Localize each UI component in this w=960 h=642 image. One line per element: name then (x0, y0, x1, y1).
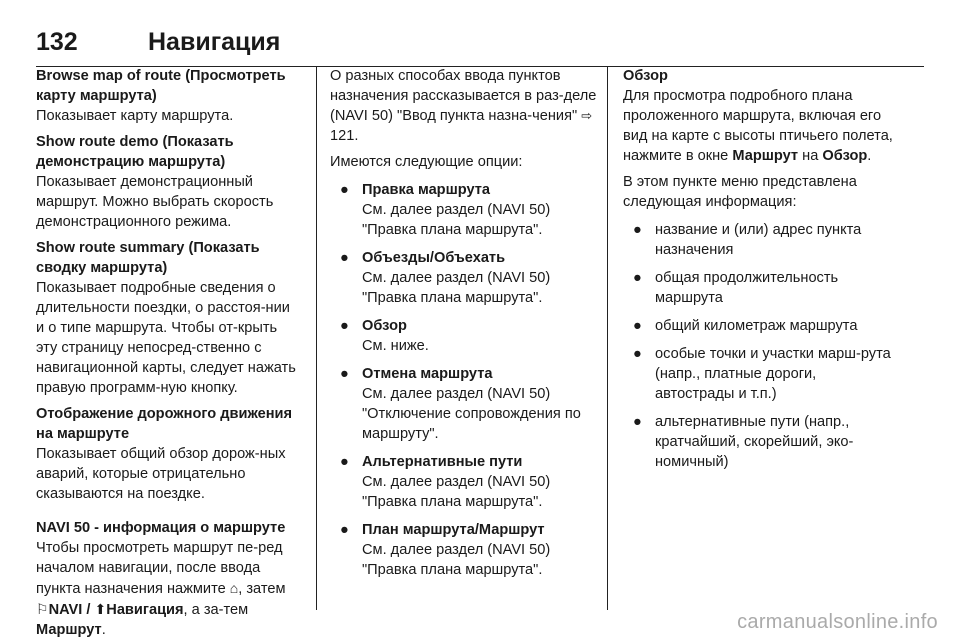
navi50-route-info (36, 518, 302, 640)
option-title: План маршрута/Маршрут (362, 522, 545, 538)
page-number: 132 (36, 28, 78, 56)
bullet-icon: ● (633, 222, 642, 238)
bullet-icon: ● (340, 318, 349, 334)
bullet-icon: ● (340, 366, 349, 382)
option-text: См. далее раздел (NAVI 50) "Правка плана маршрута". (362, 270, 551, 306)
entry-heading: Отображение дорожного движения на маршруте (36, 406, 293, 442)
arrow-up-icon: ⬆ (94, 601, 107, 617)
bullet-icon: ● (633, 414, 642, 430)
bullet-icon: ● (633, 318, 642, 334)
option-title: Альтернативные пути (362, 454, 523, 470)
entry-text: Показывает демонстрационный маршрут. Можно выбрать скорость демонстрационного режима. (36, 174, 274, 230)
info-item-text: название и (или) адрес пункта назначения (655, 222, 862, 258)
bullet-icon: ● (633, 346, 642, 362)
entry-text: Показывает общий обзор дорож-ных аварий, которые отрицательно сказываются на поездке. (36, 446, 286, 502)
option-title: Объезды/Объехать (362, 250, 506, 266)
watermark: carmanualsonline.info (737, 611, 938, 633)
option-item (330, 520, 598, 540)
entry-heading: Show route demo (Показать демонстрацию маршрута) (36, 134, 234, 170)
info-list-item (623, 412, 893, 472)
info-list-item (623, 344, 893, 404)
option-text: См. ниже. (362, 338, 429, 354)
overview-heading: Обзор (623, 68, 668, 84)
entry-text: Показывает карту маршрута. (36, 108, 234, 124)
home-icon: ⌂ (229, 580, 239, 596)
column-right (623, 66, 893, 472)
entry-heading: Show route summary (Показать сводку маршрута) (36, 240, 260, 276)
navi50-heading: NAVI 50 - информация о маршруте (36, 520, 286, 536)
entry-route-demo (36, 132, 302, 232)
page-ref: 121. (330, 128, 359, 144)
navi50-text: Чтобы просмотреть маршрут пе-ред началом навигации, после ввода пункта назначения нажмите ⌂, затем ⚐NAVI / ⬆Навигация, а за-тем Маршрут. (36, 540, 286, 638)
info-item-text: особые точки и участки марш-рута (напр., платные дороги, автострады и т.п.) (655, 346, 891, 402)
bullet-icon: ● (340, 182, 349, 198)
page-header (36, 22, 924, 58)
info-list-item (623, 220, 893, 260)
entry-text: Показывает подробные сведения о длительности поездки, о расстоя-нии и о типе маршрута. Чтобы от-крыть эту страницу непосред-ственно с навигационной карты, следует нажать правую программ-ную кнопку. (36, 280, 296, 396)
flag-icon: ⚐ (36, 601, 49, 617)
info-item-text: общая продолжительность маршрута (655, 270, 839, 306)
entry-route-summary (36, 238, 302, 398)
page-ref-arrow-icon: ⇨ (581, 108, 593, 123)
overview-text: Для просмотра подробного плана проложенного маршрута, включая его вид на карте с высоты птичьего полета, нажмите в окне Маршрут на Обзор. (623, 88, 893, 164)
option-text: См. далее раздел (NAVI 50) "Правка плана маршрута". (362, 474, 551, 510)
option-text: См. далее раздел (NAVI 50) "Правка плана маршрута". (362, 202, 551, 238)
entry-traffic (36, 404, 302, 504)
bullet-icon: ● (340, 250, 349, 266)
entry-heading: Browse map of route (Просмотреть карту маршрута) (36, 68, 286, 104)
option-title: Отмена маршрута (362, 366, 493, 382)
bullet-icon: ● (340, 454, 349, 470)
option-title: Обзор (362, 318, 407, 334)
option-item (330, 248, 598, 268)
option-title: Правка маршрута (362, 182, 491, 198)
option-item (330, 316, 598, 336)
column-divider-2 (607, 66, 608, 610)
column-middle (330, 66, 598, 580)
info-item-text: альтернативные пути (напр., кратчайший, скорейший, эко-номичный) (655, 414, 854, 470)
options-intro: Имеются следующие опции: (330, 154, 523, 170)
info-item-text: общий километраж маршрута (655, 318, 858, 334)
column-left (36, 66, 302, 640)
option-text: См. далее раздел (NAVI 50) "Отключение сопровождения по маршруту". (362, 386, 581, 442)
bullet-icon: ● (340, 522, 349, 538)
column-divider-1 (316, 66, 317, 610)
option-item (330, 452, 598, 472)
info-list-item (623, 316, 893, 336)
entry-browse-map (36, 66, 302, 126)
bullet-icon: ● (633, 270, 642, 286)
overview-info-intro: В этом пункте меню представлена следующая информация: (623, 174, 857, 210)
info-list-item (623, 268, 893, 308)
intro-text: О разных способах ввода пунктов назначения рассказывается в раз-деле (NAVI 50) "Ввод пункта назна-чения" ⇨ 121. (330, 68, 597, 144)
option-text: См. далее раздел (NAVI 50) "Правка плана маршрута". (362, 542, 551, 578)
section-title: Навигация (148, 28, 281, 56)
option-item (330, 364, 598, 384)
option-item (330, 180, 598, 200)
